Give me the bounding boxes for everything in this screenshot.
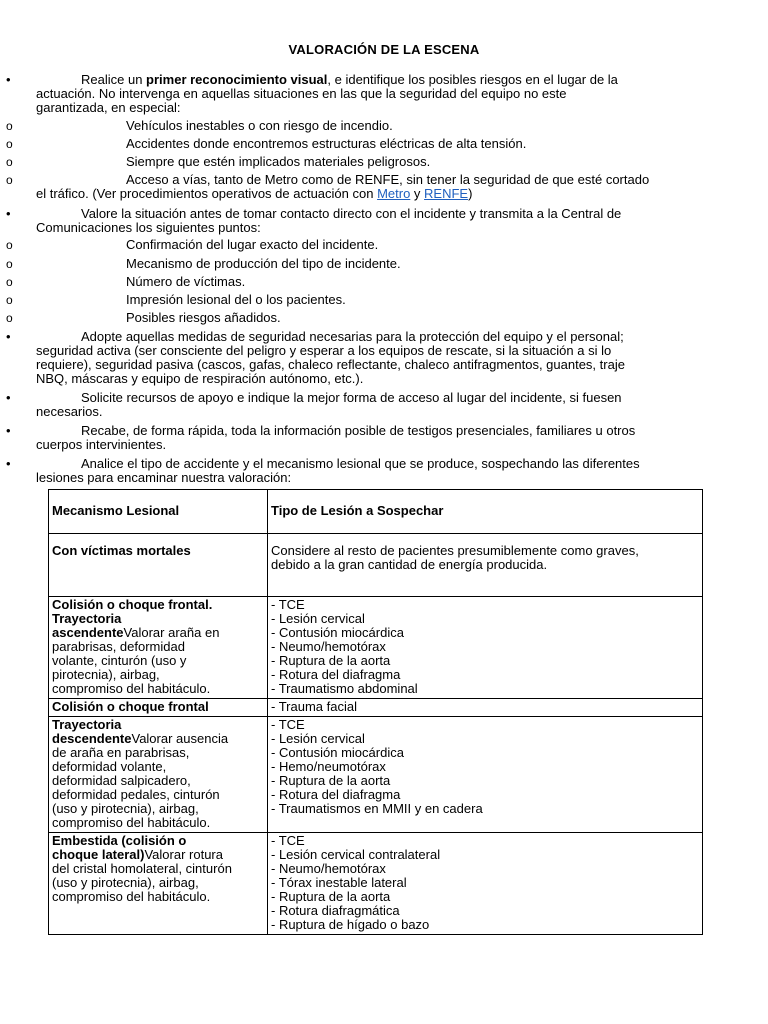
bullet-icon: • [6,423,11,438]
sublist-item: Posibles riesgos añadidos. [126,310,281,325]
bullet-icon: • [6,456,11,471]
paragraph-recabe: Recabe, de forma rápida, toda la información posible de testigos presenciales, familiares u otros cuerpos intervinientes. [36,423,636,452]
sublist-item: Siempre que estén implicados materiales peligrosos. [126,154,431,169]
paragraph-analice: Analice el tipo de accidente y el mecanismo lesional que se produce, sospechando las diferentes lesiones para encaminar nuestra valoración: [36,456,640,485]
paragraph-adopte: Adopte aquellas medidas de seguridad necesarias para la protección del equipo y el personal; seguridad activa (ser consciente del peligro y esperar a los equipos de rescate, si la situación a si lo requiere), seguridad pasiva (cascos, gafas, chaleco reflectante, chaleco antifragmentos, guantes, traje NBQ, máscaras y equipo de respiración autónomo, etc.). [36,329,625,386]
bullet-icon: • [6,206,11,221]
paragraph-solicite: Solicite recursos de apoyo e indique la mejor forma de acceso al lugar del incidente, si fuesen necesarios. [36,390,622,419]
circle-bullet-icon: o [6,293,13,307]
circle-bullet-icon: o [6,137,13,151]
renfe-link[interactable]: RENFE [424,186,469,201]
bullet-icon: • [6,329,11,344]
p1-post: , e identifique los posibles riesgos en el lugar de la [327,72,618,87]
table-row: Colisión o choque frontal. Trayectoria ascendenteValorar araña en parabrisas, deformidad volante, cinturón (uso y pirotecnia), airbag, compromiso del habitáculo. - TCE - Lesión cervical - Contusión miocárdica - Neumo/hemotórax - Ruptura de la aorta - Rotura del diafragma - Traumatismo abdominal [49,597,703,699]
lesion-table [48,489,703,935]
sublist-item: Mecanismo de producción del tipo de incidente. [126,256,401,271]
sublist-item: Confirmación del lugar exacto del incidente. [126,237,379,252]
p1-bold: primer reconocimiento visual [146,72,328,87]
circle-bullet-icon: o [6,275,13,289]
page-title: VALORACIÓN DE LA ESCENA [288,42,480,57]
sublist-item-vias: Acceso a vías, tanto de Metro como de RENFE, sin tener la seguridad de que esté cortado el tráfico. (Ver procedimientos operativos de actuación con Metro y RENFE) [36,172,650,201]
p1-line3: garantizada, en especial: [36,100,181,115]
circle-bullet-icon: o [6,311,13,325]
header-tipo-lesion: Tipo de Lesión a Sospechar [268,490,703,534]
sublist-item: Impresión lesional del o los pacientes. [126,292,346,307]
circle-bullet-icon: o [6,257,13,271]
metro-link[interactable]: Metro [377,186,411,201]
circle-bullet-icon: o [6,173,13,187]
table-row: Trayectoria descendenteValorar ausencia de araña en parabrisas, deformidad volante, deformidad salpicadero, deformidad pedales, cinturón (uso y pirotecnia), airbag, compromiso del habitáculo. - TCE - Lesión cervical - Contusión miocárdica - Hemo/neumotórax - Ruptura de la aorta - Rotura del diafragma - Traumatismos en MMII y en cadera [49,717,703,833]
sublist-item: Accidentes donde encontremos estructuras eléctricas de alta tensión. [126,136,527,151]
sublist-item: Vehículos inestables o con riesgo de incendio. [126,118,393,133]
p1-pre: Realice un [81,72,147,87]
table-row: Embestida (colisión o choque lateral)Valorar rotura del cristal homolateral, cinturón (uso y pirotecnia), airbag, compromiso del habitáculo. - TCE - Lesión cervical contralateral - Neumo/hemotórax - Tórax inestable lateral - Ruptura de la aorta - Rotura diafragmática - Ruptura de hígado o bazo [49,833,703,935]
table-header-row [49,490,703,534]
bullet-icon: • [6,390,11,405]
p1-line2: actuación. No intervenga en aquellas situaciones en las que la seguridad del equipo no este [36,86,567,101]
paragraph-primer-reconocimiento [36,73,718,115]
table-row: Con víctimas mortales Considere al resto de pacientes presumiblemente como graves, debido a la gran cantidad de energía producida. [49,534,703,597]
circle-bullet-icon: o [6,238,13,252]
paragraph-valore: Valore la situación antes de tomar contacto directo con el incidente y transmita a la Central de Comunicaciones los siguientes puntos: [36,206,622,235]
sublist-item: Número de víctimas. [126,274,246,289]
table-row: Colisión o choque frontal - Trauma facial [49,699,703,717]
header-mecanismo: Mecanismo Lesional [49,490,268,534]
bullet-icon: • [6,72,11,87]
circle-bullet-icon: o [6,155,13,169]
circle-bullet-icon: o [6,119,13,133]
